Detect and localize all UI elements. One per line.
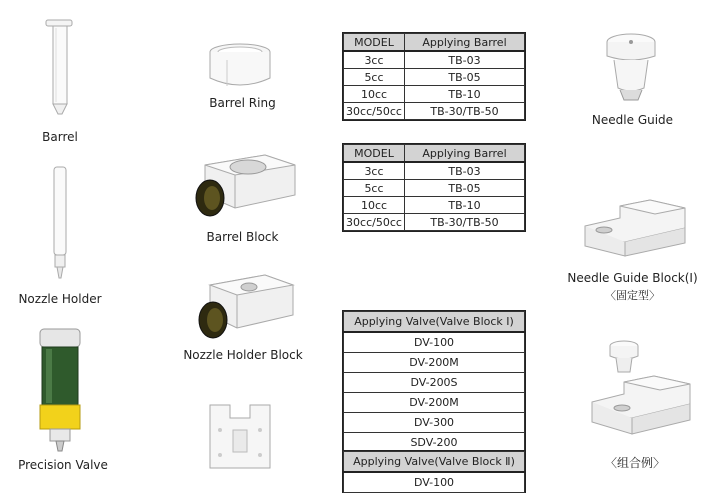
table3-header: Applying Valve(Valve Block Ⅰ)	[344, 312, 525, 333]
barrel-spec-table-1	[343, 33, 525, 120]
table3-cell: DV-100	[344, 332, 525, 353]
table3-cell: SDV-200	[344, 433, 525, 453]
table3-cell: DV-200M	[344, 353, 525, 373]
table-row	[344, 180, 525, 197]
nozzle-holder-label: Nozzle Holder	[18, 292, 102, 306]
table1-header-barrel: Applying Barrel	[405, 34, 525, 52]
barrel-label: Barrel	[42, 130, 78, 144]
table2-header-model: MODEL	[344, 145, 405, 163]
table-row	[344, 214, 525, 231]
table-row	[344, 51, 525, 69]
precision-valve-label: Precision Valve	[18, 458, 108, 472]
table2-cell: 10cc	[344, 197, 405, 214]
table-row	[344, 472, 525, 493]
needle-guide-block-image	[580, 198, 690, 263]
assembly-example-sub: 〈组合例〉	[604, 456, 665, 470]
table-row	[344, 69, 525, 86]
table-row	[344, 413, 525, 433]
table4-cell: DV-100	[344, 472, 525, 493]
needle-guide-block-label: Needle Guide Block(Ⅰ)	[567, 271, 698, 285]
table3-cell: DV-200S	[344, 373, 525, 393]
barrel-block-image	[180, 150, 300, 230]
table1-cell: TB-10	[405, 86, 525, 103]
precision-valve-image	[32, 325, 88, 453]
table1-cell: TB-30/TB-50	[405, 103, 525, 120]
table1-cell: 3cc	[344, 51, 405, 69]
table-row	[344, 373, 525, 393]
barrel-block-label: Barrel Block	[206, 230, 279, 244]
assembly-example-image	[588, 338, 694, 438]
table1-cell: 30cc/50cc	[344, 103, 405, 120]
table-row	[344, 393, 525, 413]
table2-cell: 5cc	[344, 180, 405, 197]
barrel-ring-image	[205, 42, 275, 92]
table2-cell: TB-05	[405, 180, 525, 197]
needle-guide-label: Needle Guide	[591, 113, 674, 127]
barrel-image	[40, 18, 80, 118]
table2-cell: 3cc	[344, 162, 405, 180]
table1-cell: TB-03	[405, 51, 525, 69]
table-row	[344, 197, 525, 214]
table2-cell: 30cc/50cc	[344, 214, 405, 231]
table-row	[344, 332, 525, 353]
table1-cell: 10cc	[344, 86, 405, 103]
table3-cell: DV-200M	[344, 393, 525, 413]
table2-cell: TB-30/TB-50	[405, 214, 525, 231]
table-row	[344, 353, 525, 373]
table1-cell: TB-05	[405, 69, 525, 86]
table1-cell: 5cc	[344, 69, 405, 86]
table2-cell: TB-03	[405, 162, 525, 180]
table4-header: Applying Valve(Valve Block Ⅱ)	[344, 452, 525, 473]
table3-cell: DV-300	[344, 413, 525, 433]
table-row	[344, 433, 525, 453]
valve-block-1-table	[343, 311, 525, 453]
nozzle-holder-block-image	[185, 270, 300, 345]
nozzle-holder-image	[48, 165, 72, 280]
table1-header-model: MODEL	[344, 34, 405, 52]
valve-block-2-table	[343, 451, 525, 493]
table2-header-barrel: Applying Barrel	[405, 145, 525, 163]
table-row	[344, 103, 525, 120]
barrel-ring-label: Barrel Ring	[209, 96, 276, 110]
table-row	[344, 86, 525, 103]
table2-cell: TB-10	[405, 197, 525, 214]
table-row	[344, 162, 525, 180]
needle-guide-image	[604, 32, 658, 104]
barrel-spec-table-2	[343, 144, 525, 231]
valve-block-image	[205, 400, 275, 470]
needle-guide-block-sub: 〈固定型〉	[605, 289, 660, 302]
nozzle-holder-block-label: Nozzle Holder Block	[183, 348, 303, 362]
